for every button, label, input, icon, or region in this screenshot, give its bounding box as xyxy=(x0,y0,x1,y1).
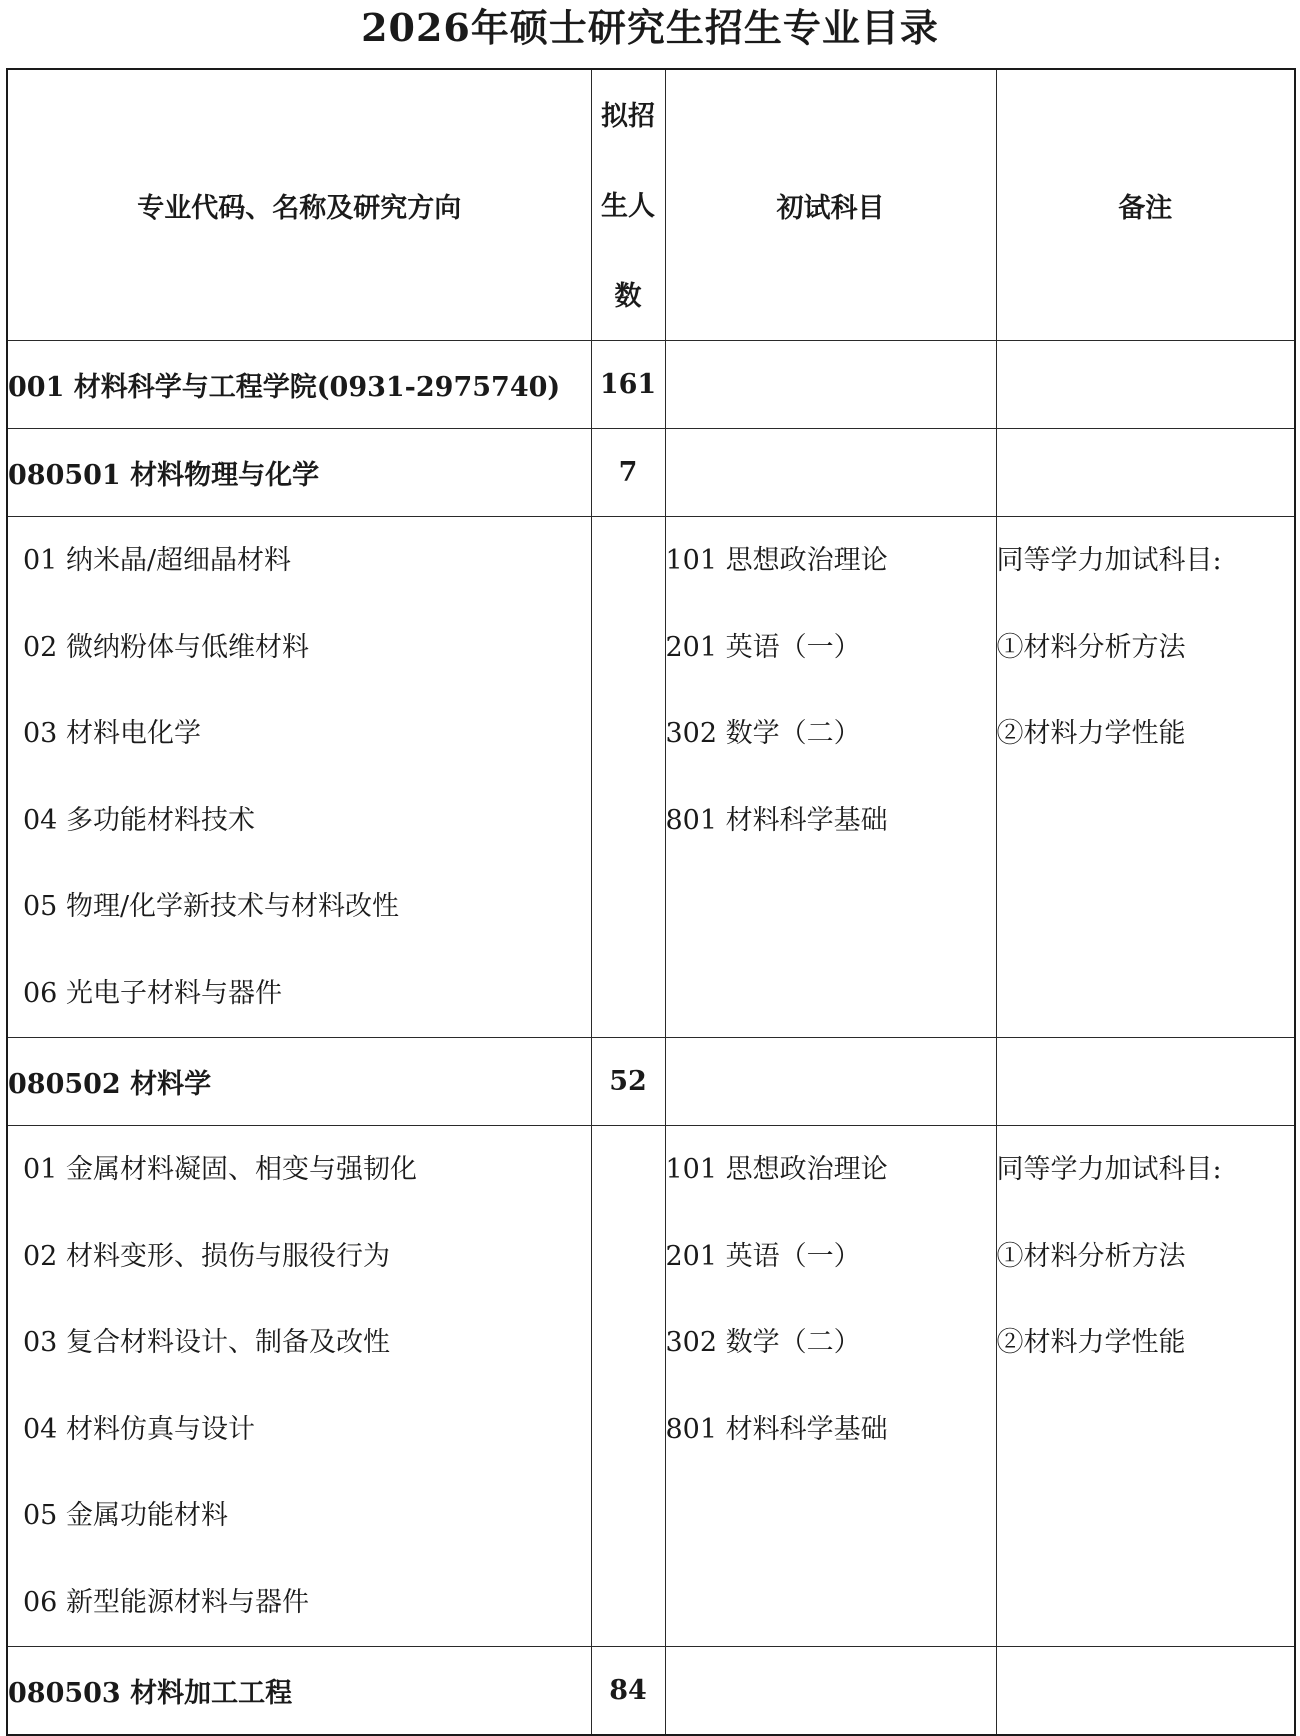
direction-item: 05 金属功能材料 xyxy=(23,1500,228,1531)
empty-cell xyxy=(591,517,665,1038)
note-item: ②材料力学性能 xyxy=(996,718,1186,749)
note-list xyxy=(997,1126,1295,1387)
header-count-line: 数 xyxy=(614,281,642,312)
major-count: 84 xyxy=(591,1647,665,1735)
college-row xyxy=(7,341,1295,429)
note-list xyxy=(997,517,1295,778)
major-name: 080503 材料加工工程 xyxy=(7,1647,591,1735)
college-name: 001 材料科学与工程学院(0931-2975740) xyxy=(7,341,591,429)
exam-subject: 101 思想政治理论 xyxy=(665,545,888,576)
direction-item: 05 物理/化学新技术与材料改性 xyxy=(23,891,400,922)
exam-subject: 302 数学（二） xyxy=(665,1327,861,1358)
college-count: 161 xyxy=(591,341,665,429)
note-item: 同等学力加试科目: xyxy=(996,1154,1222,1185)
header-exam: 初试科目 xyxy=(665,69,996,341)
empty-cell xyxy=(591,1126,665,1647)
major-name: 080501 材料物理与化学 xyxy=(7,429,591,517)
exams-cell xyxy=(665,517,996,1038)
directions-cell xyxy=(7,517,591,1038)
major-count: 7 xyxy=(591,429,665,517)
notes-cell xyxy=(996,517,1295,1038)
header-count-line: 生人 xyxy=(601,191,655,222)
exam-subject: 801 材料科学基础 xyxy=(665,804,888,836)
notes-cell xyxy=(996,1126,1295,1647)
exam-subject: 801 材料科学基础 xyxy=(665,1413,888,1445)
directions-cell xyxy=(7,1126,591,1647)
exam-subject: 101 思想政治理论 xyxy=(665,1154,888,1185)
empty-cell xyxy=(665,341,996,429)
direction-item: 06 新型能源材料与器件 xyxy=(23,1586,309,1618)
note-item: ①材料分析方法 xyxy=(996,1240,1186,1272)
major-count: 52 xyxy=(591,1038,665,1126)
table-header-row xyxy=(7,69,1295,341)
major-row xyxy=(7,1038,1295,1126)
major-row xyxy=(7,429,1295,517)
note-item: ②材料力学性能 xyxy=(996,1327,1186,1358)
exam-subject: 201 英语（一） xyxy=(665,631,861,663)
direction-item: 01 金属材料凝固、相变与强韧化 xyxy=(23,1154,417,1185)
header-count xyxy=(591,69,665,341)
empty-cell xyxy=(665,1647,996,1735)
empty-cell xyxy=(665,429,996,517)
direction-item: 04 材料仿真与设计 xyxy=(23,1413,255,1445)
note-item: 同等学力加试科目: xyxy=(996,545,1222,576)
direction-item: 02 微纳粉体与低维材料 xyxy=(23,631,309,663)
direction-item: 01 纳米晶/超细晶材料 xyxy=(23,545,292,576)
header-count-line: 拟招 xyxy=(601,101,655,132)
catalog-table xyxy=(6,68,1296,1736)
page-title: 2026年硕士研究生招生专业目录 xyxy=(361,5,939,50)
major-name: 080502 材料学 xyxy=(7,1038,591,1126)
direction-list xyxy=(8,517,591,1037)
empty-cell xyxy=(665,1038,996,1126)
empty-cell xyxy=(996,1038,1295,1126)
direction-item: 06 光电子材料与器件 xyxy=(23,977,282,1009)
direction-item: 02 材料变形、损伤与服役行为 xyxy=(23,1240,390,1272)
direction-item: 04 多功能材料技术 xyxy=(23,804,255,836)
note-item: ①材料分析方法 xyxy=(996,631,1186,663)
major-detail-row xyxy=(7,517,1295,1038)
exam-subject-list xyxy=(666,517,996,864)
empty-cell xyxy=(996,429,1295,517)
direction-item: 03 材料电化学 xyxy=(23,718,201,749)
empty-cell xyxy=(996,341,1295,429)
header-note: 备注 xyxy=(996,69,1295,341)
exams-cell xyxy=(665,1126,996,1647)
empty-cell xyxy=(996,1647,1295,1735)
major-row xyxy=(7,1647,1295,1735)
major-detail-row xyxy=(7,1126,1295,1647)
exam-subject-list xyxy=(666,1126,996,1473)
exam-subject: 302 数学（二） xyxy=(665,718,861,749)
direction-item: 03 复合材料设计、制备及改性 xyxy=(23,1327,390,1358)
direction-list xyxy=(8,1126,591,1646)
header-major: 专业代码、名称及研究方向 xyxy=(7,69,591,341)
exam-subject: 201 英语（一） xyxy=(665,1240,861,1272)
